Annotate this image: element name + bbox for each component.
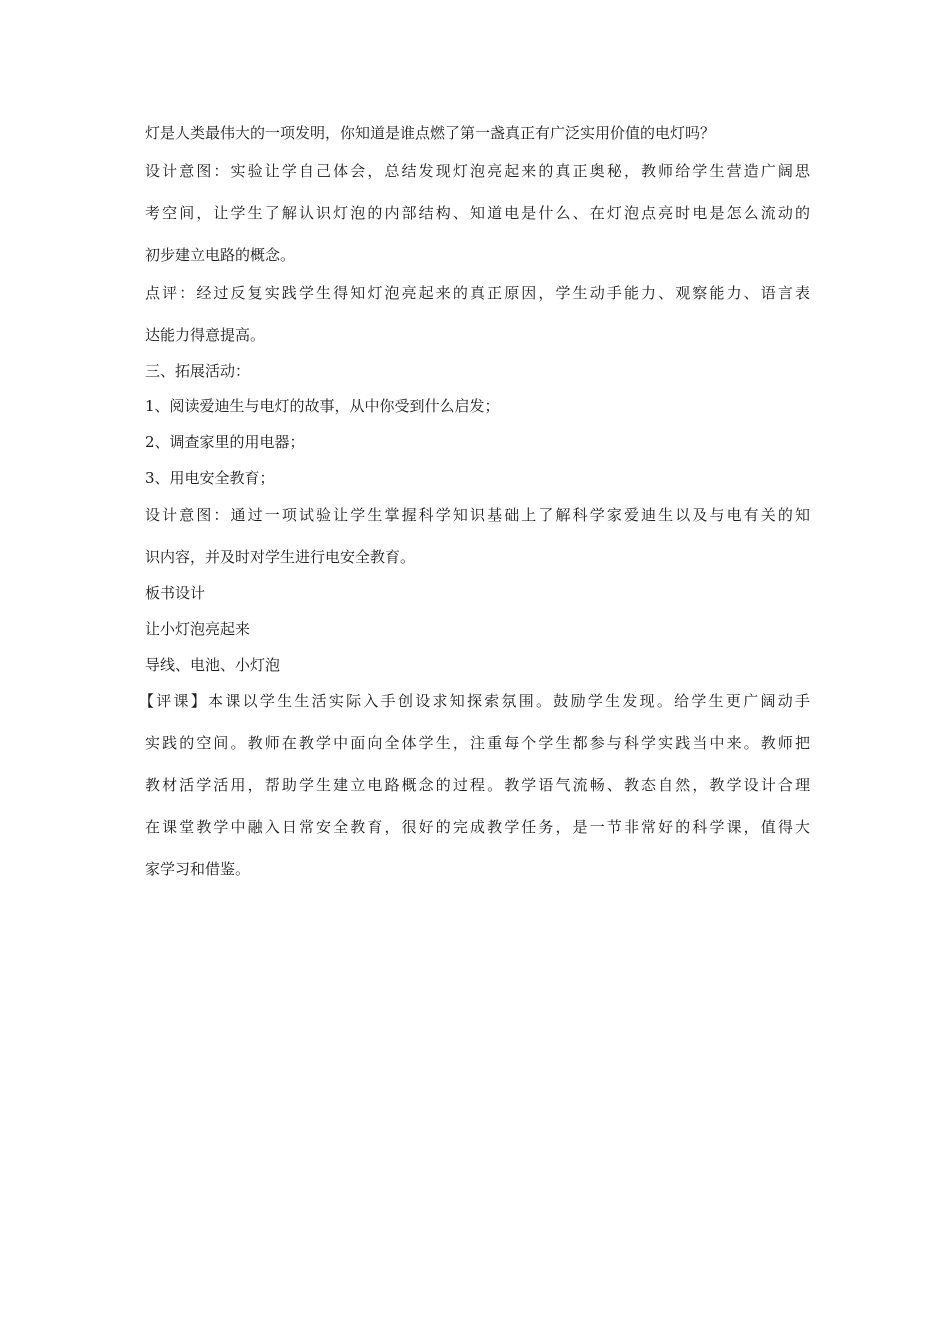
design-intent-2-line-1: 设计意图：通过一项试验让学生掌握科学知识基础上了解科学家爱迪生以及与电有关的知 (145, 506, 810, 524)
board-design-heading: 板书设计 (145, 584, 206, 602)
review-line-2: 实践的空间。教师在教学中面向全体学生，注重每个学生都参与科学实践当中来。教师把 (145, 734, 810, 752)
review-line-5: 家学习和借鉴。 (145, 860, 251, 878)
review-line-3: 教材活学活用，帮助学生建立电路概念的过程。教学语气流畅、教态自然，教学设计合理 (145, 776, 810, 794)
review-line-4: 在课堂教学中融入日常安全教育，很好的完成教学任务，是一节非常好的科学课，值得大 (145, 818, 810, 836)
comment-line-2: 达能力得意提高。 (145, 326, 266, 344)
board-title: 让小灯泡亮起来 (145, 620, 251, 638)
activity-item-1: 1、阅读爱迪生与电灯的故事，从中你受到什么启发； (145, 397, 500, 415)
design-intent-line-1: 设计意图：实验让学自己体会，总结发现灯泡亮起来的真正奥秘，教师给学生营造广阔思 (145, 162, 810, 180)
activity-item-2: 2、调查家里的用电器； (145, 433, 305, 451)
activity-item-3: 3、用电安全教育； (145, 469, 275, 487)
board-items: 导线、电池、小灯泡 (145, 656, 281, 674)
design-intent-2-line-2: 识内容，并及时对学生进行电安全教育。 (145, 548, 416, 566)
design-intent-line-3: 初步建立电路的概念。 (145, 246, 296, 264)
comment-line-1: 点评：经过反复实践学生得知灯泡亮起来的真正原因，学生动手能力、观察能力、语言表 (145, 284, 810, 302)
design-intent-line-2: 考空间，让学生了解认识灯泡的内部结构、知道电是什么、在灯泡点亮时电是怎么流动的 (145, 204, 810, 222)
section-heading-extension: 三、拓展活动： (145, 362, 251, 380)
review-line-1: 【评课】本课以学生生活实际入手创设求知探索氛围。鼓励学生发现。给学生更广阔动手 (139, 692, 810, 710)
intro-question-line: 灯是人类最伟大的一项发明，你知道是谁点燃了第一盏真正有广泛实用价值的电灯吗？ (145, 124, 716, 142)
